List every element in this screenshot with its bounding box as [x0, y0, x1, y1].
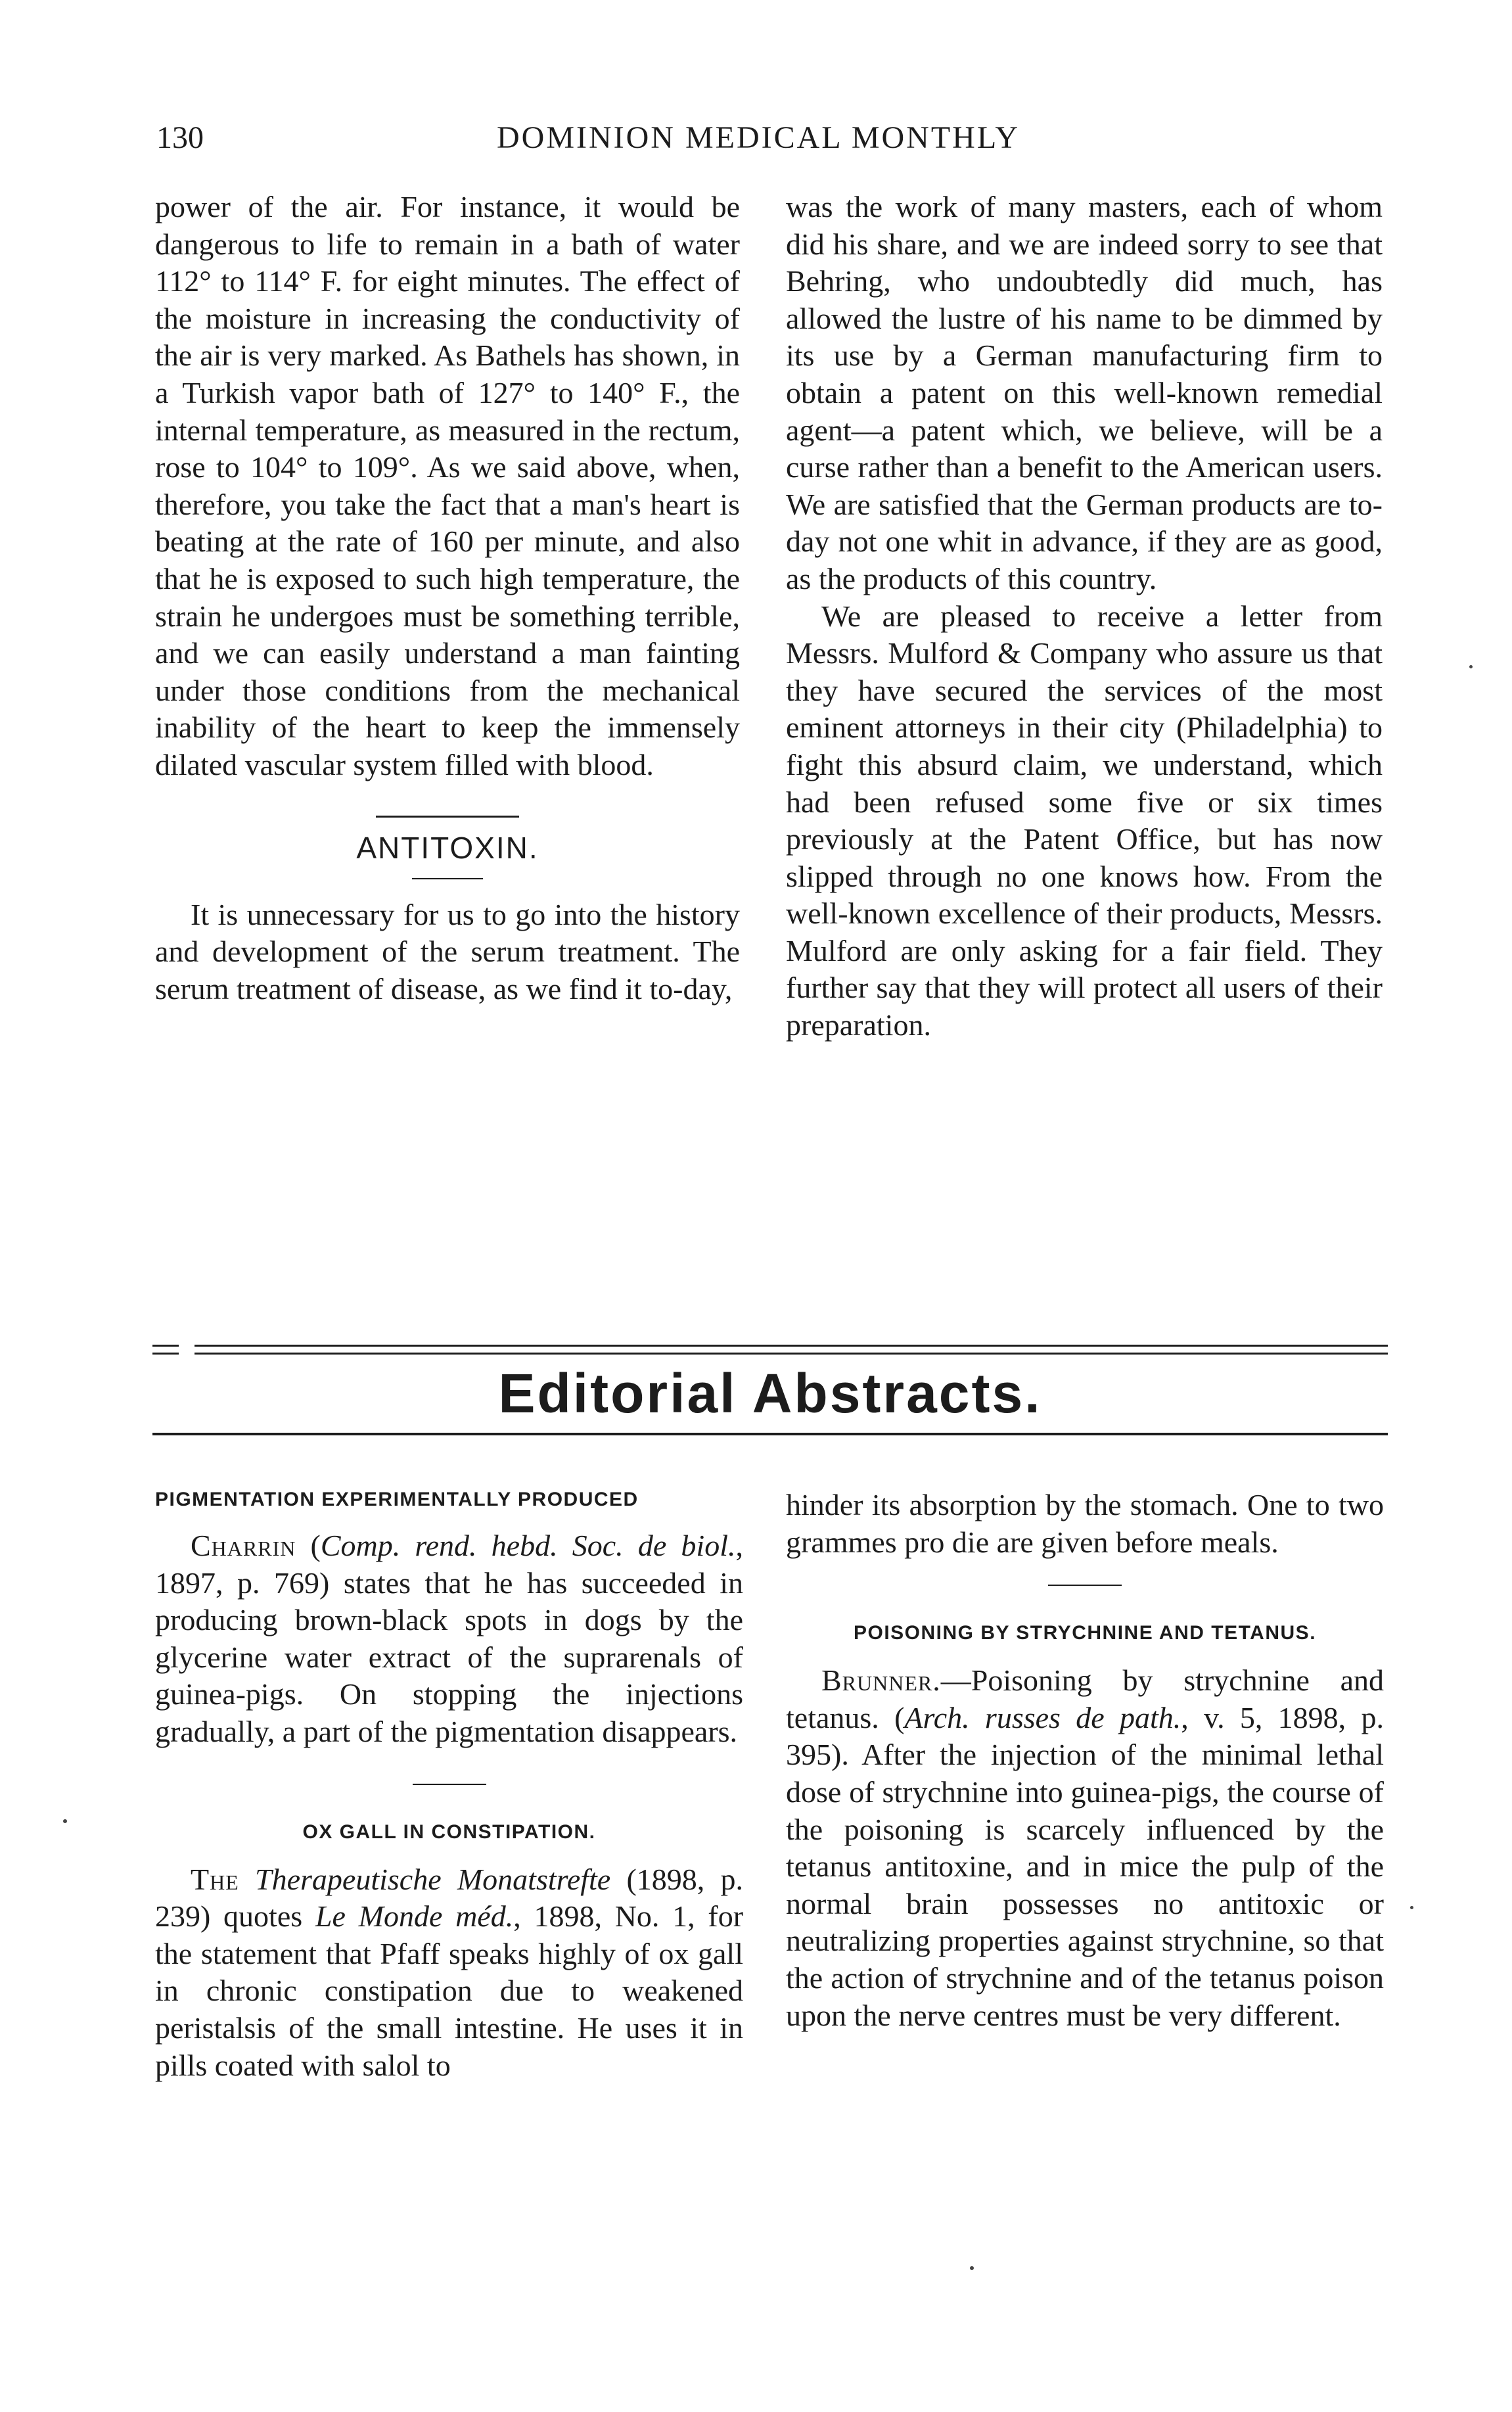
heading-underline — [412, 878, 483, 879]
author-name: Brunner. — [821, 1663, 941, 1698]
banner-bottom-rule — [152, 1433, 1388, 1435]
banner-top-rules — [152, 1341, 1388, 1360]
text-run — [239, 1863, 255, 1896]
body-paragraph: We are pleased to receive a letter from Messrs. Mulford & Company who assure us that they have secured the services of the most eminent attorneys in their city (Philadelphia) to fight this absurd claim, we understand, which had been refused some five or six times previously at the Patent Office, but has now slipped through no one knows how. From the well-known excellence of their products, Messrs. Mulford are only asking for a fair field. They further say that they will protect all users of their preparation. — [786, 599, 1383, 1042]
text-run: , 1897, p. 769) states that he has succeeded in producing brown-black spots in dogs by the glycerine water extract of the suprarenals of guinea-pigs. On stopping the injections gradually, a part of the pigmentation disappears. — [155, 1529, 743, 1748]
editorial-abstracts-title: Editorial Abstracts. — [498, 1362, 1042, 1424]
print-speck — [1410, 1906, 1413, 1909]
abstract-divider — [1048, 1585, 1122, 1586]
body-paragraph: It is unnecessary for us to go into the history and development of the serum treatment. The serum treatment of disease, as we find it to-day, — [155, 897, 740, 1006]
journal-name: Therapeutische Monatstrefte — [255, 1862, 611, 1896]
text-run: , 1898, No. 1, for the statement that Pfaff speaks highly of ox gall in chronic constipation due to weakened peristalsis of the small intestine. He uses it in pills coated with salol to — [155, 1899, 744, 2082]
text-run: , v. 5, 1898, p. 395). After the injection of the minimal lethal dose of strychnine into guinea-pigs, the course of the poisoning is scarcely influenced by the tetanus antitoxine, and in mice the pulp of the normal brain possesses no antitoxic or neutralizing properties against strychnine, so that the action of strychnine and of the tetanus poison upon the nerve centres must be very different. — [786, 1700, 1384, 2032]
text-run: ( — [296, 1529, 321, 1562]
bottom-right-column — [786, 1487, 1384, 2034]
abstract-divider — [413, 1784, 486, 1785]
citation: Comp. rend. hebd. Soc. de biol. — [320, 1529, 736, 1562]
journal-title: DOMINION MEDICAL MONTHLY — [496, 120, 1020, 155]
body-paragraph: was the work of many masters, each of whom did his share, and we are indeed sorry to see that Behring, who undoubtedly did much, has allowed the lustre of his name to be dimmed by its use by a German manufacturing firm to obtain a patent on this well-known remedial agent—a patent which, we believe, will be a curse rather than a benefit to the American users. We are satisfied that the German products are to-day not one whit in advance, if they are as good, as the products of this country. — [786, 190, 1383, 595]
abstract-heading-ox-gall: OX GALL IN CONSTIPATION. — [302, 1821, 596, 1843]
page-number: 130 — [156, 120, 204, 155]
abstract-ox-gall-text — [155, 1861, 743, 2085]
abstract-ox-gall-continued: hinder its absorption by the stomach. One to two grammes pro die are given before meals. — [786, 1488, 1384, 1559]
abstract-pigmentation-text — [155, 1527, 743, 1751]
top-right-column — [786, 189, 1383, 1044]
bottom-left-column — [155, 1487, 743, 2084]
quoted-journal: Le Monde méd. — [315, 1899, 514, 1934]
abstract-heading-pigmentation: PIGMENTATION EXPERIMENTALLY PRODUCED — [155, 1489, 639, 1510]
print-speck — [970, 2266, 974, 2270]
abstract-heading-strychnine: POISONING BY STRYCHNINE AND TETANUS. — [853, 1622, 1317, 1644]
body-paragraph: power of the air. For instance, it would be dangerous to life to remain in a bath of water 112° to 114° F. for eight minutes. The effect of the moisture in increasing the conductivity of the air is very marked. As Bathels has shown, in a Turkish vapor bath of 127° to 140° F., the internal temperature, as measured in the rectum, rose to 104° to 109°. As we said above, when, therefore, you take the fact that a man's heart is beating at the rate of 160 per minute, and also that he is exposed to such high temperature, the strain he undergoes must be something terrible, and we can easily understand a man fainting under those conditions from the mechanical inability of the heart to keep the immensely dilated vascular system filled with blood. — [155, 190, 740, 781]
text-run: —Poisoning by strychnine and tetanus. ( — [786, 1663, 1384, 1734]
section-heading-antitoxin: ANTITOXIN. — [356, 830, 539, 865]
top-left-column — [155, 189, 740, 1008]
print-speck — [63, 1819, 67, 1823]
section-rule — [376, 816, 519, 818]
author-name: Charrin — [191, 1529, 296, 1562]
citation: Arch. russes de path. — [904, 1700, 1181, 1734]
abstract-strychnine-text — [786, 1662, 1384, 2034]
text-run: (1898, p. 239) quotes — [155, 1862, 743, 1934]
lead-word: The — [191, 1862, 239, 1896]
running-head — [156, 120, 1360, 166]
print-speck — [1469, 665, 1473, 668]
